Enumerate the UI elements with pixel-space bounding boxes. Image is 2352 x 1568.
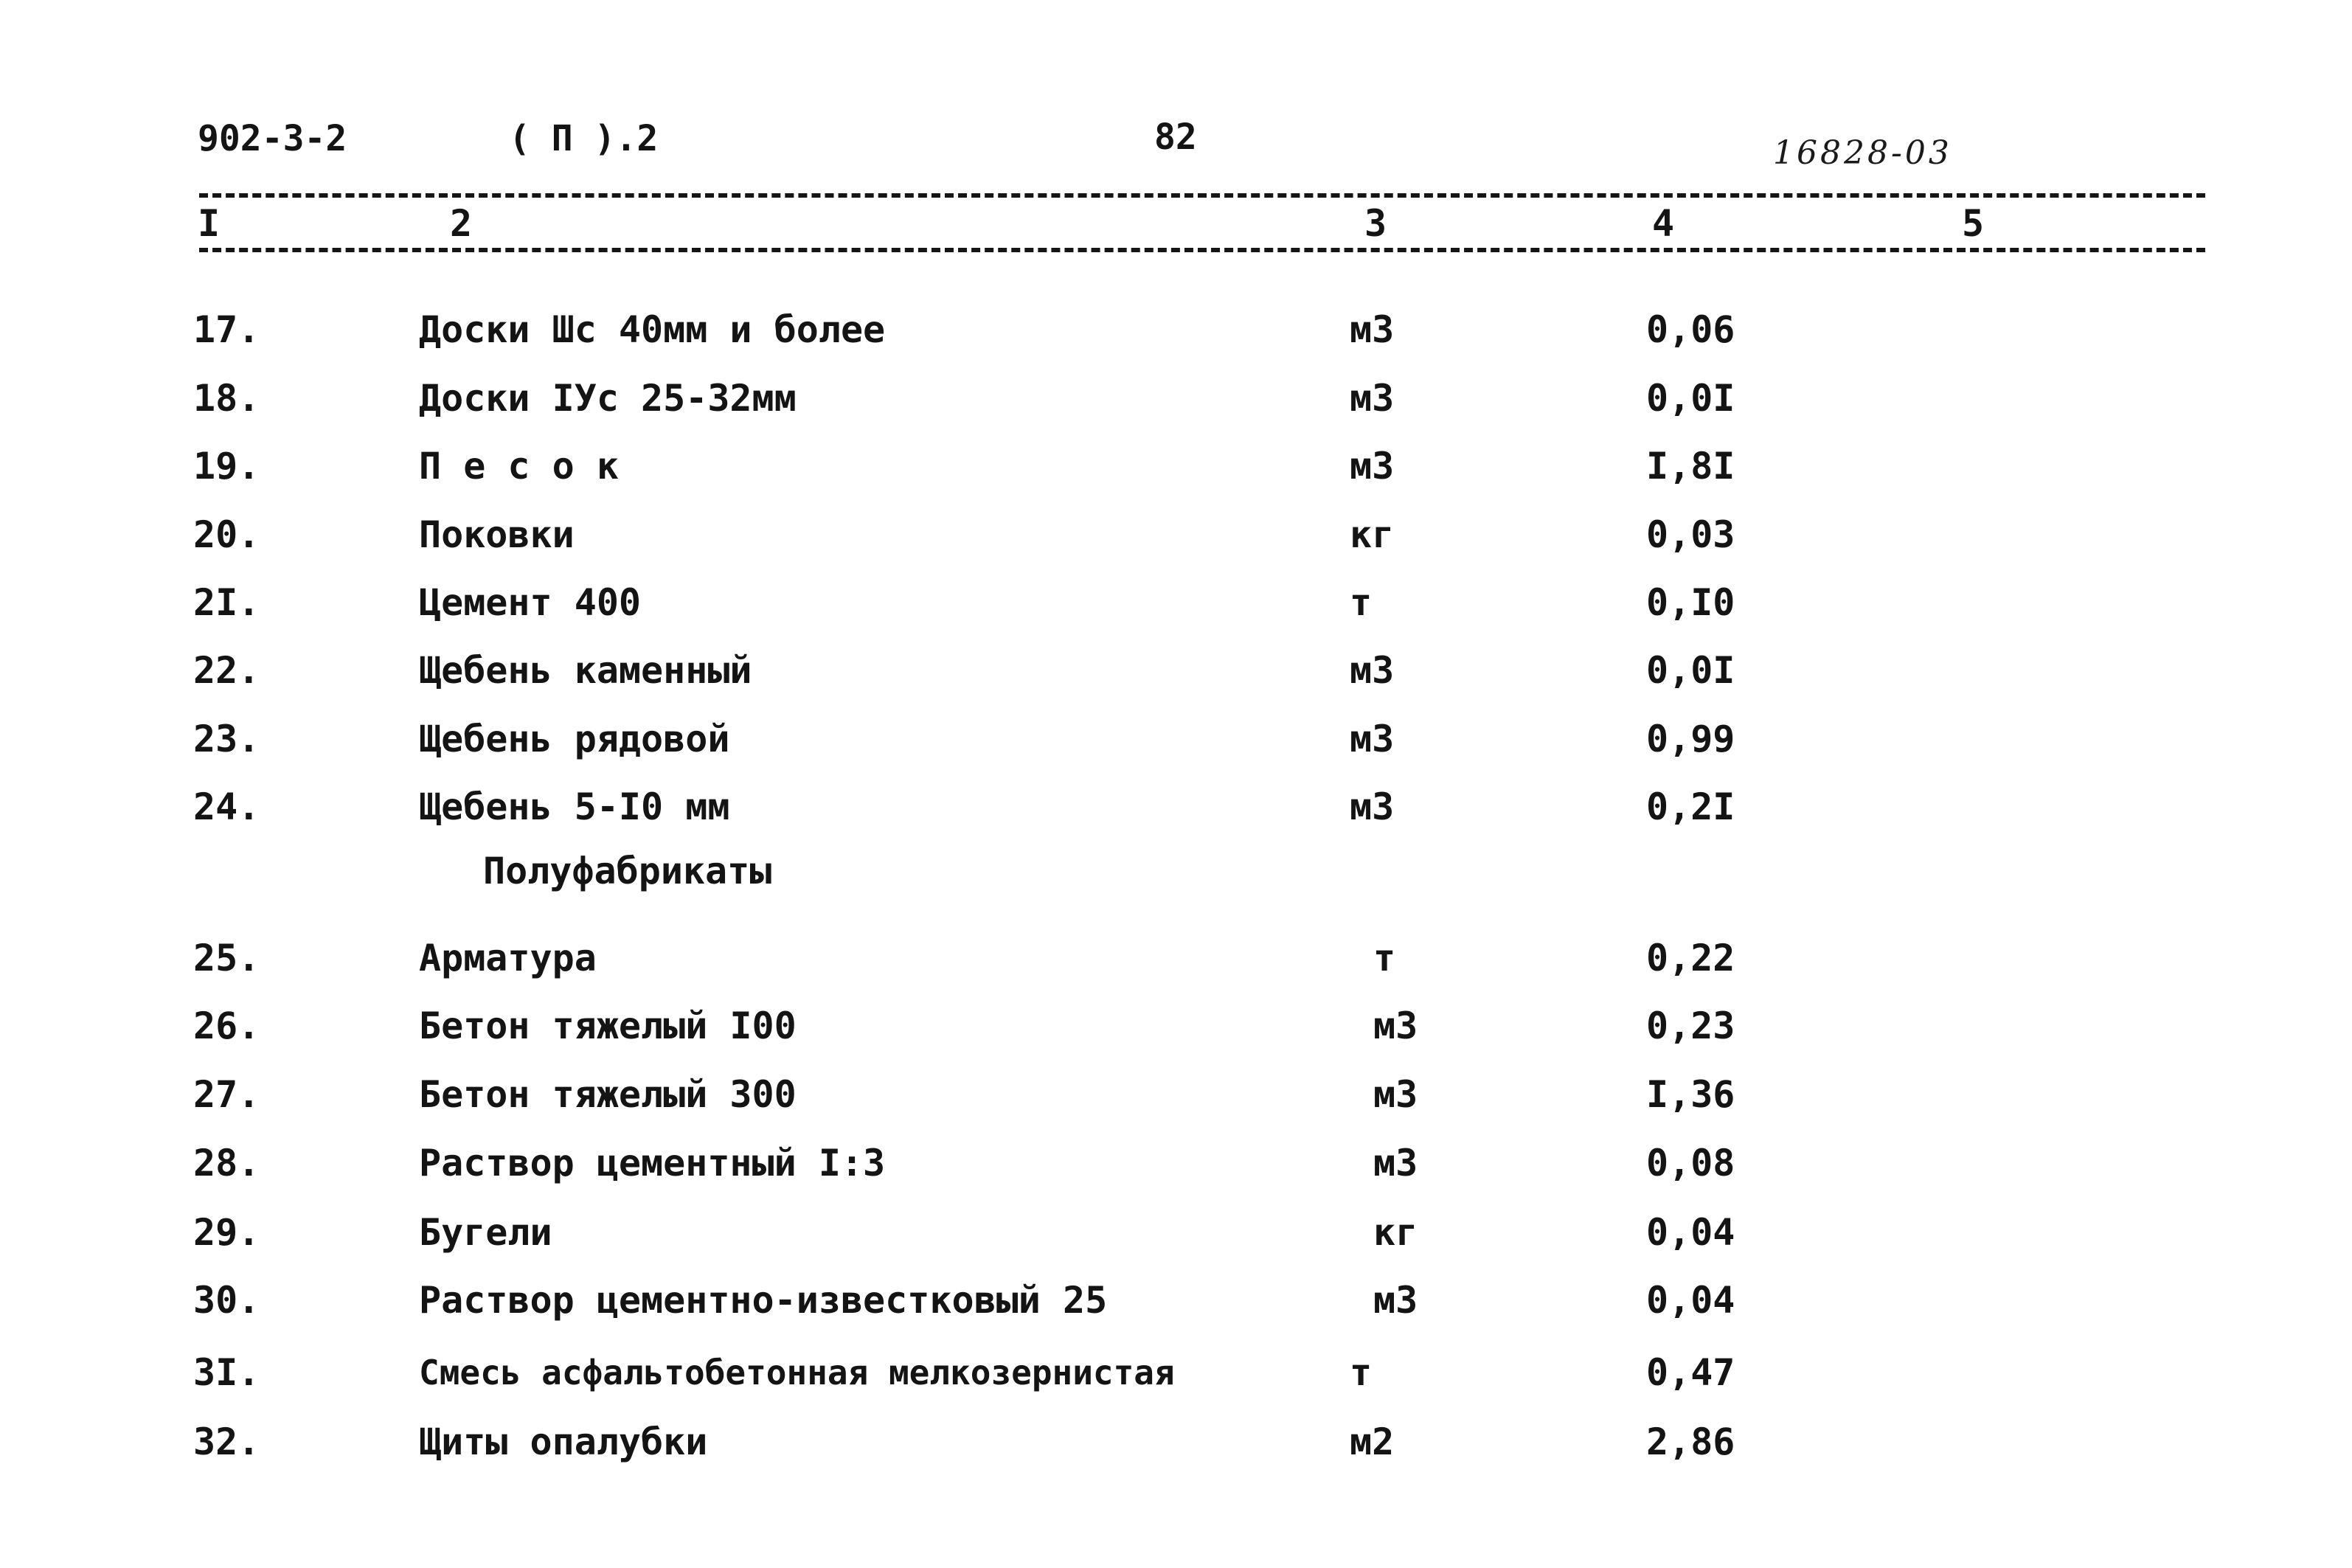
- row-number: 32.: [193, 1420, 260, 1463]
- column-header-5: 5: [1962, 202, 1985, 245]
- column-header-2: 2: [450, 202, 473, 245]
- row-number: 3I.: [193, 1351, 260, 1394]
- row-number: 28.: [193, 1142, 260, 1184]
- row-name: П е с о к: [419, 445, 619, 488]
- row-unit: т: [1350, 1351, 1373, 1394]
- table-row: [0, 645, 2352, 696]
- table-row: [0, 509, 2352, 561]
- row-number: 27.: [193, 1073, 260, 1116]
- row-number: 19.: [193, 445, 260, 488]
- table-row: [0, 372, 2352, 424]
- row-unit: кг: [1350, 513, 1395, 556]
- table-row: [0, 781, 2352, 833]
- handwritten-note: 16828-03: [1773, 134, 1952, 172]
- row-value: 0,0I: [1646, 649, 1735, 692]
- row-name: Раствор цементно-известковый 25: [419, 1279, 1108, 1322]
- table-row: [0, 1000, 2352, 1052]
- row-value: 0,99: [1646, 718, 1735, 760]
- row-number: 18.: [193, 377, 260, 420]
- row-value: 0,22: [1646, 937, 1735, 979]
- row-name: Цемент 400: [419, 581, 642, 624]
- row-name: Доски IУс 25-32мм: [419, 377, 797, 420]
- row-number: 23.: [193, 718, 260, 760]
- row-value: I,8I: [1646, 445, 1735, 488]
- table-row: [0, 932, 2352, 984]
- row-value: 0,23: [1646, 1005, 1735, 1047]
- row-unit: кг: [1373, 1211, 1418, 1254]
- section-title: Полуфабрикаты: [483, 850, 772, 892]
- row-unit: м3: [1350, 377, 1395, 420]
- row-unit: м3: [1350, 308, 1395, 351]
- table-row: [0, 304, 2352, 355]
- row-number: 25.: [193, 937, 260, 979]
- row-unit: м3: [1350, 445, 1395, 488]
- row-unit: м3: [1373, 1073, 1418, 1116]
- row-name: Бетон тяжелый I00: [419, 1005, 797, 1047]
- column-header-4: 4: [1652, 202, 1675, 245]
- column-header-1: I: [198, 202, 221, 245]
- row-value: 0,47: [1646, 1351, 1735, 1394]
- row-number: 20.: [193, 513, 260, 556]
- row-value: 0,I0: [1646, 581, 1735, 624]
- row-number: 26.: [193, 1005, 260, 1047]
- document-code: 902-3-2: [198, 118, 347, 159]
- row-number: 17.: [193, 308, 260, 351]
- row-value: 0,04: [1646, 1211, 1735, 1254]
- row-unit: м3: [1350, 785, 1395, 828]
- page-number: 82: [1154, 117, 1197, 158]
- row-unit: т: [1373, 937, 1396, 979]
- row-value: I,36: [1646, 1073, 1735, 1116]
- table-row: [0, 577, 2352, 628]
- row-value: 0,08: [1646, 1142, 1735, 1184]
- row-value: 0,2I: [1646, 785, 1735, 828]
- row-name: Бугели: [419, 1211, 552, 1254]
- table-row: [0, 713, 2352, 765]
- table-row: [0, 440, 2352, 492]
- table-row: [0, 1207, 2352, 1258]
- row-name: Щебень рядовой: [419, 718, 730, 760]
- header-rule-top: [199, 193, 2205, 198]
- row-value: 0,04: [1646, 1279, 1735, 1322]
- row-value: 0,03: [1646, 513, 1735, 556]
- row-unit: т: [1350, 581, 1373, 624]
- header-rule-bottom: [199, 248, 2205, 252]
- table-row: [0, 1416, 2352, 1468]
- row-name: Раствор цементный I:3: [419, 1142, 886, 1184]
- row-name: Бетон тяжелый 300: [419, 1073, 797, 1116]
- table-row: [0, 1347, 2352, 1398]
- row-number: 24.: [193, 785, 260, 828]
- column-header-3: 3: [1364, 202, 1387, 245]
- table-row: [0, 1274, 2352, 1326]
- row-number: 2I.: [193, 581, 260, 624]
- row-name: Смесь асфальтобетонная мелкозернистая: [419, 1353, 1175, 1392]
- row-name: Щиты опалубки: [419, 1420, 708, 1463]
- row-number: 29.: [193, 1211, 260, 1254]
- row-unit: м2: [1350, 1420, 1395, 1463]
- row-name: Арматура: [419, 937, 597, 979]
- row-unit: м3: [1373, 1005, 1418, 1047]
- row-value: 0,0I: [1646, 377, 1735, 420]
- row-name: Щебень 5-I0 мм: [419, 785, 730, 828]
- row-value: 2,86: [1646, 1420, 1735, 1463]
- row-unit: м3: [1373, 1279, 1418, 1322]
- document-part: ( П ).2: [509, 118, 659, 159]
- row-unit: м3: [1373, 1142, 1418, 1184]
- row-unit: м3: [1350, 649, 1395, 692]
- row-value: 0,06: [1646, 308, 1735, 351]
- row-name: Поковки: [419, 513, 575, 556]
- row-number: 30.: [193, 1279, 260, 1322]
- row-name: Доски Шс 40мм и более: [419, 308, 886, 351]
- table-row: [0, 1069, 2352, 1120]
- row-number: 22.: [193, 649, 260, 692]
- table-row: [0, 1137, 2352, 1189]
- row-name: Щебень каменный: [419, 649, 752, 692]
- row-unit: м3: [1350, 718, 1395, 760]
